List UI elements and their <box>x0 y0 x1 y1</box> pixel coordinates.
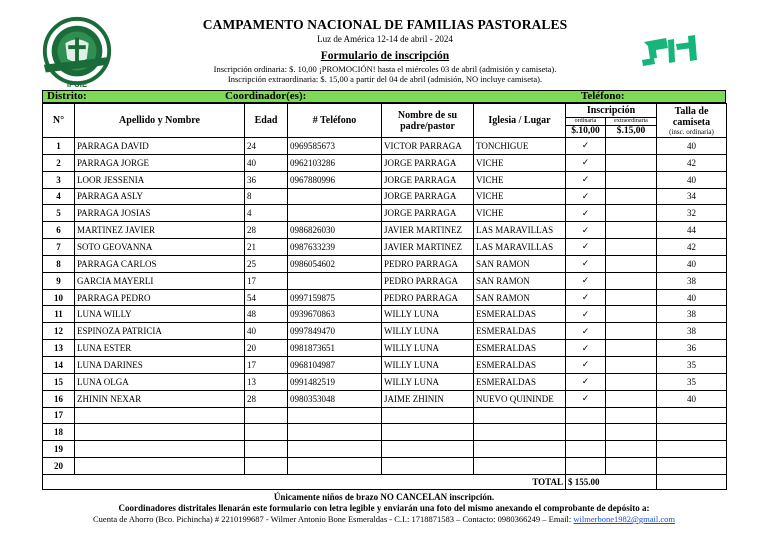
age-cell <box>245 424 288 441</box>
extraordinary-check-cell <box>606 272 657 289</box>
phone-cell <box>288 458 382 475</box>
col-extraordinary-subheader: extraordinaria <box>606 118 657 126</box>
age-cell <box>245 441 288 458</box>
parent-cell: JORGE PARRAGA <box>382 154 474 171</box>
phone-cell: 0962103286 <box>288 154 382 171</box>
col-inscription-header: Inscripción <box>566 104 657 118</box>
extraordinary-check-cell <box>606 373 657 390</box>
col-church-header: Iglesia / Lugar <box>474 104 566 138</box>
name-cell: PARRAGA JORGE <box>75 154 245 171</box>
church-cell: VICHE <box>474 188 566 205</box>
name-cell: PARRAGA JOSIAS <box>75 205 245 222</box>
registration-table <box>42 103 727 490</box>
coordinator-instructions: Coordinadores distritales llenarán este formulario con letra legible y enviarán una foto del mismo anexando el comprobante de depósito a: <box>118 503 650 513</box>
extraordinary-check-cell <box>606 171 657 188</box>
row-number-cell: 19 <box>43 441 75 458</box>
shirt-size-cell: 38 <box>657 272 727 289</box>
shirt-size-cell <box>657 441 727 458</box>
parent-cell: JAVIER MARTINEZ <box>382 222 474 239</box>
ordinary-check-cell: ✓ <box>566 356 606 373</box>
parent-cell: PEDRO PARRAGA <box>382 272 474 289</box>
shirt-size-cell: 40 <box>657 255 727 272</box>
extraordinary-check-cell <box>606 441 657 458</box>
extraordinary-check-cell <box>606 356 657 373</box>
table-row <box>43 323 727 340</box>
parent-cell: WILLY LUNA <box>382 356 474 373</box>
table-row <box>43 222 727 239</box>
col-name-header: Apellido y Nombre <box>75 104 245 138</box>
phone-cell: 0968104987 <box>288 356 382 373</box>
age-cell: 17 <box>245 356 288 373</box>
ordinary-check-cell: ✓ <box>566 289 606 306</box>
shirt-size-cell: 36 <box>657 340 727 357</box>
extraordinary-check-cell <box>606 154 657 171</box>
church-cell: ESMERALDAS <box>474 356 566 373</box>
row-number-cell: 6 <box>43 222 75 239</box>
row-number-cell: 5 <box>43 205 75 222</box>
parent-cell: JORGE PARRAGA <box>382 205 474 222</box>
shirt-header-label: Talla de camiseta <box>672 105 711 128</box>
row-number-cell: 18 <box>43 424 75 441</box>
ordinary-registration-note: Inscripción ordinaria: $. 10,00 ¡PROMOCIÓN! hasta el miércoles 03 de abril (admisión y camiseta). <box>213 64 557 74</box>
church-cell <box>474 441 566 458</box>
total-value: $ 155.00 <box>566 474 657 489</box>
table-row <box>43 188 727 205</box>
church-cell: SAN RAMON <box>474 272 566 289</box>
phone-cell <box>288 424 382 441</box>
phone-cell: 0986826030 <box>288 222 382 239</box>
col-number-header: N° <box>43 104 75 138</box>
church-cell: VICHE <box>474 205 566 222</box>
age-cell: 21 <box>245 239 288 256</box>
bank-account-line <box>30 514 738 524</box>
age-cell <box>245 458 288 475</box>
row-number-cell: 15 <box>43 373 75 390</box>
table-row <box>43 138 727 155</box>
form-title: Formulario de inscripción <box>320 50 450 62</box>
church-cell: LAS MARAVILLAS <box>474 239 566 256</box>
ordinary-check-cell: ✓ <box>566 154 606 171</box>
extraordinary-check-cell <box>606 323 657 340</box>
parent-cell <box>382 407 474 424</box>
shirt-size-cell: 35 <box>657 356 727 373</box>
col-shirt-header <box>657 104 727 138</box>
shirt-size-cell: 42 <box>657 239 727 256</box>
table-row <box>43 154 727 171</box>
church-cell: TONCHIGUE <box>474 138 566 155</box>
name-cell: PARRAGA PEDRO <box>75 289 245 306</box>
table-row <box>43 441 727 458</box>
name-cell: LUNA WILLY <box>75 306 245 323</box>
phone-cell: 0987633239 <box>288 239 382 256</box>
row-number-cell: 14 <box>43 356 75 373</box>
phone-cell: 0981873651 <box>288 340 382 357</box>
row-number-cell: 2 <box>43 154 75 171</box>
name-cell: PARRAGA DAVID <box>75 138 245 155</box>
parent-cell: VICTOR PARRAGA <box>382 138 474 155</box>
church-cell: VICHE <box>474 171 566 188</box>
shirt-size-cell: 34 <box>657 188 727 205</box>
row-number-cell: 16 <box>43 390 75 407</box>
phone-cell <box>288 441 382 458</box>
row-number-cell: 13 <box>43 340 75 357</box>
shirt-size-cell: 40 <box>657 171 727 188</box>
ordinary-check-cell: ✓ <box>566 306 606 323</box>
phone-cell: 0997849470 <box>288 323 382 340</box>
parent-cell <box>382 458 474 475</box>
phone-cell <box>288 205 382 222</box>
church-cell: VICHE <box>474 154 566 171</box>
church-cell: NUEVO QUININDE <box>474 390 566 407</box>
phone-cell: 0991482519 <box>288 373 382 390</box>
table-row <box>43 272 727 289</box>
parent-cell: WILLY LUNA <box>382 306 474 323</box>
church-cell: ESMERALDAS <box>474 340 566 357</box>
extraordinary-check-cell <box>606 407 657 424</box>
age-cell: 36 <box>245 171 288 188</box>
ordinary-check-cell: ✓ <box>566 323 606 340</box>
parent-cell <box>382 441 474 458</box>
shirt-size-cell <box>657 424 727 441</box>
church-cell: ESMERALDAS <box>474 323 566 340</box>
shirt-size-cell: 38 <box>657 306 727 323</box>
age-cell: 24 <box>245 138 288 155</box>
age-cell: 48 <box>245 306 288 323</box>
church-cell: ESMERALDAS <box>474 306 566 323</box>
age-cell: 13 <box>245 373 288 390</box>
table-row <box>43 340 727 357</box>
name-cell: MARTINEZ JAVIER <box>75 222 245 239</box>
name-cell: LOOR JESSENIA <box>75 171 245 188</box>
church-cell: SAN RAMON <box>474 289 566 306</box>
ordinary-check-cell: ✓ <box>566 390 606 407</box>
name-cell <box>75 424 245 441</box>
ordinary-check-cell <box>566 407 606 424</box>
shirt-size-cell: 40 <box>657 289 727 306</box>
table-row <box>43 239 727 256</box>
parent-cell: JAIME ZHININ <box>382 390 474 407</box>
coordinator-label: Coordinador(es): <box>225 90 307 102</box>
parent-cell: JAVIER MARTINEZ <box>382 239 474 256</box>
phone-cell: 0969585673 <box>288 138 382 155</box>
phone-cell: 0980353048 <box>288 390 382 407</box>
extraordinary-check-cell <box>606 424 657 441</box>
name-cell <box>75 407 245 424</box>
church-cell <box>474 458 566 475</box>
age-cell: 20 <box>245 340 288 357</box>
ordinary-check-cell: ✓ <box>566 340 606 357</box>
shirt-size-cell: 40 <box>657 390 727 407</box>
row-number-cell: 8 <box>43 255 75 272</box>
name-cell: PARRAGA CARLOS <box>75 255 245 272</box>
table-row <box>43 289 727 306</box>
shirt-size-cell: 38 <box>657 323 727 340</box>
table-row <box>43 407 727 424</box>
extraordinary-registration-note: Inscripción extraordinaria: $. 15,00 a partir del 04 de abril (admisión, NO incluye camiseta). <box>227 74 543 84</box>
table-row <box>43 424 727 441</box>
table-row <box>43 373 727 390</box>
ordinary-check-cell: ✓ <box>566 222 606 239</box>
col-ordinary-subheader: ordinaria <box>566 118 606 126</box>
shirt-header-note: (insc. ordinaria) <box>669 127 714 136</box>
extraordinary-check-cell <box>606 138 657 155</box>
age-cell <box>245 407 288 424</box>
ordinary-check-cell <box>566 441 606 458</box>
extraordinary-check-cell <box>606 222 657 239</box>
church-cell <box>474 424 566 441</box>
church-cell: SAN RAMON <box>474 255 566 272</box>
name-cell: ESPINOZA PATRICIA <box>75 323 245 340</box>
event-subtitle: Luz de América 12-14 de abril - 2024 <box>317 34 453 44</box>
ordinary-check-cell <box>566 424 606 441</box>
row-number-cell: 11 <box>43 306 75 323</box>
ipuie-logo <box>38 14 116 92</box>
age-cell: 54 <box>245 289 288 306</box>
parent-cell: JORGE PARRAGA <box>382 188 474 205</box>
name-cell <box>75 441 245 458</box>
brand-glyph-logo <box>640 34 702 68</box>
phone-cell: 0997159875 <box>288 289 382 306</box>
table-row <box>43 458 727 475</box>
age-cell: 25 <box>245 255 288 272</box>
name-cell: LUNA ESTER <box>75 340 245 357</box>
extraordinary-check-cell <box>606 205 657 222</box>
table-row <box>43 255 727 272</box>
age-cell: 17 <box>245 272 288 289</box>
name-cell: PARRAGA ASLY <box>75 188 245 205</box>
table-row <box>43 205 727 222</box>
phone-cell: 0939670863 <box>288 306 382 323</box>
table-row <box>43 390 727 407</box>
parent-cell: JORGE PARRAGA <box>382 171 474 188</box>
phone-cell <box>288 188 382 205</box>
logo-text: IPUIE <box>66 80 88 90</box>
ordinary-check-cell: ✓ <box>566 205 606 222</box>
row-number-cell: 12 <box>43 323 75 340</box>
ordinary-check-cell: ✓ <box>566 188 606 205</box>
row-number-cell: 1 <box>43 138 75 155</box>
contact-email-link[interactable]: wilmerbone1982@gmail.com <box>573 514 675 524</box>
row-number-cell: 10 <box>43 289 75 306</box>
table-row <box>43 306 727 323</box>
row-number-cell: 20 <box>43 458 75 475</box>
district-label: Distrito: <box>47 90 87 102</box>
extraordinary-check-cell <box>606 458 657 475</box>
age-cell: 4 <box>245 205 288 222</box>
ordinary-check-cell: ✓ <box>566 171 606 188</box>
age-cell: 28 <box>245 390 288 407</box>
ordinary-check-cell: ✓ <box>566 373 606 390</box>
phone-cell: 0986054602 <box>288 255 382 272</box>
row-number-cell: 3 <box>43 171 75 188</box>
parent-cell: WILLY LUNA <box>382 340 474 357</box>
extraordinary-check-cell <box>606 239 657 256</box>
phone-cell <box>288 407 382 424</box>
table-row <box>43 356 727 373</box>
phone-label: Teléfono: <box>581 90 625 102</box>
page-title: CAMPAMENTO NACIONAL DE FAMILIAS PASTORALES <box>202 17 568 32</box>
shirt-size-cell: 35 <box>657 373 727 390</box>
shirt-size-cell <box>657 458 727 475</box>
extraordinary-check-cell <box>606 340 657 357</box>
church-cell <box>474 407 566 424</box>
age-cell: 40 <box>245 323 288 340</box>
church-cell: LAS MARAVILLAS <box>474 222 566 239</box>
ordinary-check-cell: ✓ <box>566 255 606 272</box>
parent-cell: WILLY LUNA <box>382 323 474 340</box>
extraordinary-check-cell <box>606 289 657 306</box>
extraordinary-check-cell <box>606 390 657 407</box>
name-cell: GARCIA MAYERLI <box>75 272 245 289</box>
shirt-size-cell: 42 <box>657 154 727 171</box>
total-label: TOTAL <box>43 474 566 489</box>
col-parent-header: Nombre de su padre/pastor <box>382 104 474 138</box>
district-band <box>42 90 726 103</box>
name-cell: ZHININ NEXAR <box>75 390 245 407</box>
phone-cell: 0967880996 <box>288 171 382 188</box>
phone-cell <box>288 272 382 289</box>
name-cell: LUNA DARINES <box>75 356 245 373</box>
name-cell <box>75 458 245 475</box>
row-number-cell: 7 <box>43 239 75 256</box>
church-cell: ESMERALDAS <box>474 373 566 390</box>
table-row <box>43 171 727 188</box>
row-number-cell: 17 <box>43 407 75 424</box>
col-age-header: Edad <box>245 104 288 138</box>
shirt-size-cell: 32 <box>657 205 727 222</box>
name-cell: SOTO GEOVANNA <box>75 239 245 256</box>
shirt-size-cell <box>657 407 727 424</box>
parent-cell: PEDRO PARRAGA <box>382 289 474 306</box>
age-cell: 28 <box>245 222 288 239</box>
name-cell: LUNA OLGA <box>75 373 245 390</box>
col-phone-header: # Teléfono <box>288 104 382 138</box>
row-number-cell: 9 <box>43 272 75 289</box>
extraordinary-check-cell <box>606 255 657 272</box>
parent-cell: WILLY LUNA <box>382 373 474 390</box>
parent-cell <box>382 424 474 441</box>
infant-note: Únicamente niños de brazo NO CANCELAN inscripción. <box>273 492 495 502</box>
ordinary-check-cell: ✓ <box>566 272 606 289</box>
col-extra-price: $.15,00 <box>606 126 657 138</box>
extraordinary-check-cell <box>606 188 657 205</box>
col-ordinary-price: $.10,00 <box>566 126 606 138</box>
extraordinary-check-cell <box>606 306 657 323</box>
total-blank-cell <box>657 474 727 489</box>
ordinary-check-cell: ✓ <box>566 239 606 256</box>
age-cell: 8 <box>245 188 288 205</box>
bank-account-text: Cuenta de Ahorro (Bco. Pichincha) # 2210199687 - Wilmer Antonio Bone Esmeraldas - C.I.: 1718871583 – Contacto: 0980366249 – Email: <box>93 514 574 524</box>
parent-cell: PEDRO PARRAGA <box>382 255 474 272</box>
age-cell: 40 <box>245 154 288 171</box>
shirt-size-cell: 40 <box>657 138 727 155</box>
shirt-size-cell: 44 <box>657 222 727 239</box>
ordinary-check-cell: ✓ <box>566 138 606 155</box>
row-number-cell: 4 <box>43 188 75 205</box>
ordinary-check-cell <box>566 458 606 475</box>
